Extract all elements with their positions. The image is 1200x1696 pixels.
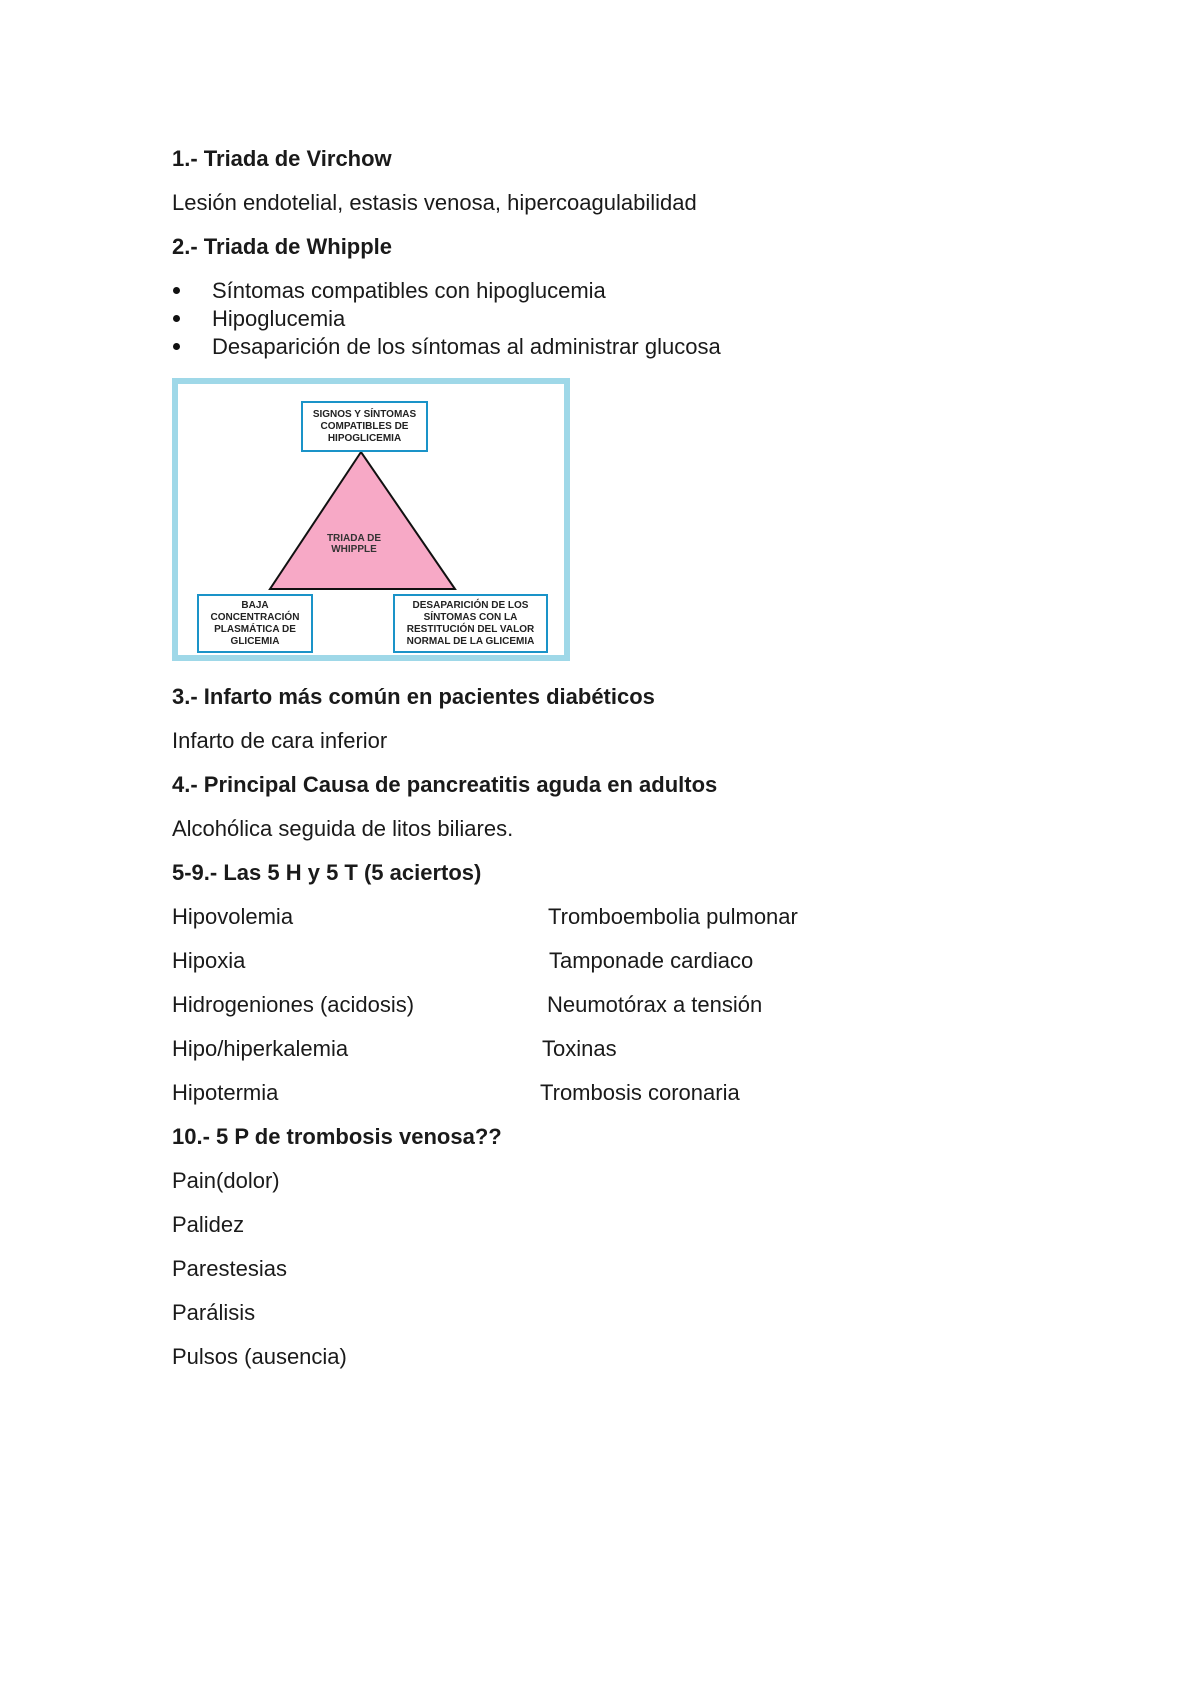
t-item-3: Neumotórax a tensión bbox=[547, 992, 763, 1017]
heading-5p: 10.- 5 P de trombosis venosa?? bbox=[172, 1124, 502, 1149]
whipple-bullet-1: Síntomas compatibles con hipoglucemia bbox=[212, 278, 606, 303]
text-pancreatitis: Alcohólica seguida de litos biliares. bbox=[172, 816, 514, 841]
h-item-2: Hipoxia bbox=[172, 948, 246, 973]
p-item-5: Pulsos (ausencia) bbox=[172, 1344, 347, 1369]
p-item-2: Palidez bbox=[172, 1212, 245, 1237]
heading-infarto: 3.- Infarto más común en pacientes diabéticos bbox=[172, 684, 655, 709]
diagram-right-box: DESAPARICIÓN DE LOS SÍNTOMAS CON LA RESTITUCIÓN DEL VALOR NORMAL DE LA GLICEMIA bbox=[393, 594, 548, 653]
heading-virchow: 1.- Triada de Virchow bbox=[172, 146, 392, 171]
t-item-2: Tamponade cardiaco bbox=[549, 948, 754, 973]
text-virchow: Lesión endotelial, estasis venosa, hipercoagulabilidad bbox=[172, 190, 697, 215]
p-item-3: Parestesias bbox=[172, 1256, 287, 1281]
whipple-bullet-2: Hipoglucemia bbox=[212, 306, 346, 331]
diagram-left-box: BAJA CONCENTRACIÓN PLASMÁTICA DE GLICEMIA bbox=[197, 594, 313, 653]
t-item-5: Trombosis coronaria bbox=[540, 1080, 740, 1105]
h-item-3: Hidrogeniones (acidosis) bbox=[172, 992, 415, 1017]
diagram-top-box: SIGNOS Y SÍNTOMAS COMPATIBLES DE HIPOGLICEMIA bbox=[301, 401, 428, 452]
heading-whipple: 2.- Triada de Whipple bbox=[172, 234, 393, 259]
bullet-icon bbox=[173, 343, 180, 350]
t-item-4: Toxinas bbox=[542, 1036, 617, 1061]
h-item-5: Hipotermia bbox=[172, 1080, 279, 1105]
h-item-1: Hipovolemia bbox=[172, 904, 294, 929]
whipple-triad-diagram bbox=[172, 378, 570, 661]
bullet-icon bbox=[173, 315, 180, 322]
triangle-label: TRIADA DE WHIPPLE bbox=[326, 533, 382, 555]
heading-pancreatitis: 4.- Principal Causa de pancreatitis aguda en adultos bbox=[172, 772, 718, 797]
text-infarto: Infarto de cara inferior bbox=[172, 728, 388, 753]
p-item-4: Parálisis bbox=[172, 1300, 256, 1325]
whipple-bullet-3: Desaparición de los síntomas al administrar glucosa bbox=[212, 334, 721, 359]
h-item-4: Hipo/hiperkalemia bbox=[172, 1036, 349, 1061]
t-item-1: Tromboembolia pulmonar bbox=[548, 904, 798, 929]
heading-5h5t: 5-9.- Las 5 H y 5 T (5 aciertos) bbox=[172, 860, 482, 885]
bullet-icon bbox=[173, 287, 180, 294]
p-item-1: Pain(dolor) bbox=[172, 1168, 280, 1193]
